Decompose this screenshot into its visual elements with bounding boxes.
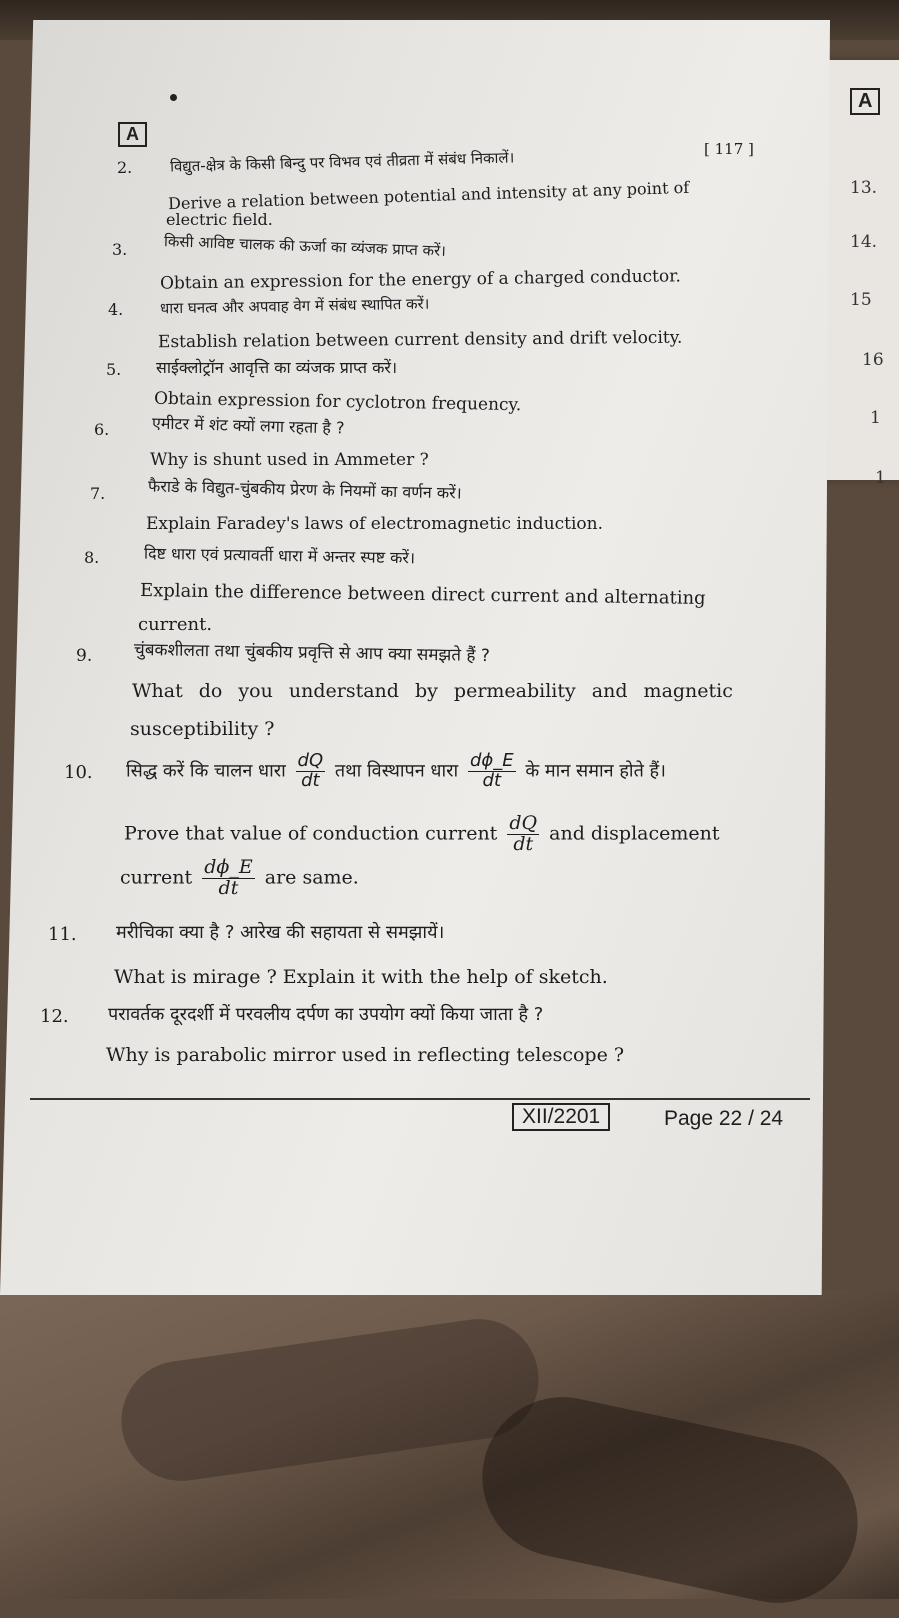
question-english-cont: susceptibility ?: [130, 718, 275, 740]
paper-dot: [170, 94, 177, 101]
question-english-cont: electric field.: [166, 210, 273, 229]
side-number: 1: [875, 468, 886, 488]
question-hindi-part: के मान समान होते हैं।: [525, 760, 666, 782]
question-english: Explain Faradey's laws of electromagnetic induction.: [146, 514, 604, 534]
question-hindi-part: तथा विस्थापन धारा: [334, 760, 459, 782]
question-number: 7.: [90, 484, 106, 503]
question-hindi-part: सिद्ध करें कि चालन धारा: [126, 760, 286, 782]
page-code: [ 117 ]: [704, 140, 754, 158]
second-sheet: [820, 60, 899, 488]
question-number: 11.: [48, 924, 77, 945]
question-hindi: मरीचिका क्या है ? आरेख की सहायता से समझायें।: [116, 922, 445, 943]
fraction-denominator: dt: [482, 769, 502, 791]
fraction-numerator: dϕ_E: [469, 750, 514, 771]
side-number: 13.: [850, 178, 878, 198]
fraction-numerator: dϕ_E: [204, 856, 253, 878]
question-hindi-line: [126, 752, 666, 791]
question-hindi: फैराडे के विद्युत-चुंबकीय प्रेरण के नियमों का वर्णन करें।: [147, 476, 462, 503]
question-english: Explain the difference between direct current and alternating: [139, 580, 706, 609]
question-number: 12.: [40, 1006, 69, 1027]
fraction-dphi-dt: [468, 752, 516, 791]
question-english-part: Prove that value of conduction current: [124, 822, 498, 845]
question-english: Establish relation between current density and drift velocity.: [157, 327, 683, 353]
fraction-denominator: dt: [301, 769, 320, 791]
question-english: What do you understand by permeability and magnetic: [132, 680, 733, 702]
question-hindi: धारा घनत्व और अपवाह वेग में संबंध स्थापित करें।: [159, 294, 430, 318]
question-hindi: एमीटर में शंट क्यों लगा रहता है ?: [151, 413, 345, 438]
paper-code: XII/2201: [512, 1103, 610, 1131]
question-hindi: किसी आविष्ट चालक की ऊर्जा का व्यंजक प्राप्त करें।: [163, 232, 447, 260]
side-number: 1: [870, 408, 881, 428]
question-english-part: current: [120, 866, 193, 889]
question-number: 5.: [106, 360, 122, 379]
question-number: 8.: [84, 548, 100, 567]
question-english: Obtain expression for cyclotron frequency.: [153, 388, 522, 416]
fraction-numerator: dQ: [509, 812, 538, 834]
question-english-part: and displacement: [549, 822, 720, 845]
question-english-cont: current.: [138, 614, 213, 635]
question-english-line: [120, 858, 359, 899]
question-english: Why is parabolic mirror used in reflecting telescope ?: [106, 1044, 625, 1066]
section-label: A: [118, 122, 147, 147]
question-hindi: दिष्ट धारा एवं प्रत्यावर्ती धारा में अन्तर स्पष्ट करें।: [143, 543, 416, 568]
question-hindi: विद्युत-क्षेत्र के किसी बिन्दु पर विभव एवं तीव्रता में संबंध निकालें।: [169, 148, 515, 176]
fraction-denominator: dt: [218, 876, 239, 899]
fraction-numerator: dQ: [297, 750, 324, 771]
question-number: 9.: [76, 646, 93, 666]
question-english: Derive a relation between potential and intensity at any point of: [167, 177, 690, 214]
question-hindi: परावर्तक दूरदर्शी में परवलीय दर्पण का उपयोग क्यों किया जाता है ?: [108, 1004, 544, 1025]
question-english: Obtain an expression for the energy of a charged conductor.: [159, 266, 681, 294]
side-section-box: A: [850, 88, 880, 115]
question-english: What is mirage ? Explain it with the help of sketch.: [114, 966, 608, 988]
question-number: 6.: [94, 420, 110, 439]
question-hindi: चुंबकशीलता तथा चुंबकीय प्रवृत्ति से आप क्या समझते हैं ?: [133, 639, 491, 667]
page-number: Page 22 / 24: [664, 1107, 784, 1130]
question-english-line: [124, 814, 720, 855]
question-number: 10.: [64, 762, 93, 783]
question-english: Why is shunt used in Ammeter ?: [150, 450, 429, 470]
side-number: 15: [850, 290, 872, 310]
fraction-denominator: dt: [513, 832, 534, 855]
question-number: 4.: [108, 300, 124, 319]
fraction-dphi-dt: [202, 858, 254, 899]
side-number: 16: [862, 350, 884, 370]
footer-rule: [30, 1098, 810, 1100]
question-number: 3.: [112, 240, 128, 259]
fraction-dq-dt: [296, 752, 326, 791]
side-number: 14.: [850, 232, 878, 252]
question-hindi: साईक्लोट्रॉन आवृत्ति का व्यंजक प्राप्त करें।: [156, 358, 398, 377]
fraction-dq-dt: [507, 814, 539, 855]
question-english-part: are same.: [264, 866, 359, 889]
question-number: 2.: [117, 158, 133, 177]
